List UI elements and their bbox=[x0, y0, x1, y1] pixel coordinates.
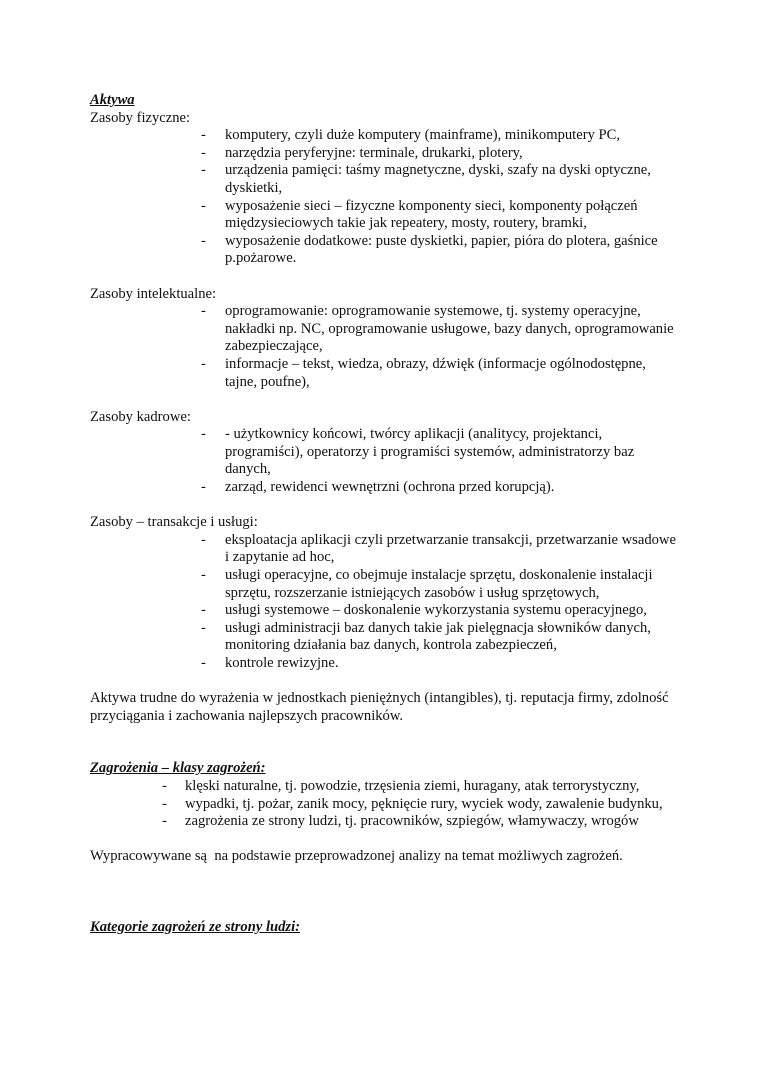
bullet-dash: - bbox=[201, 197, 206, 214]
bullet-dash: - bbox=[162, 813, 167, 830]
bullet-dash: - bbox=[201, 162, 206, 179]
bullet-dash: - bbox=[201, 479, 206, 496]
bullet-dash: - bbox=[201, 426, 206, 443]
zasoby-fizyczne-list bbox=[90, 127, 680, 268]
document-page bbox=[90, 92, 680, 936]
list-item: - wyposażenie sieci – fizyczne komponenty sieci, komponenty połączeń międzysieciowych takie jak repeatery, mosty, routery, bramki, bbox=[201, 197, 638, 232]
zagrozenia-list bbox=[90, 778, 680, 831]
zasoby-intelektualne-label: Zasoby intelektualne: bbox=[90, 285, 217, 302]
bullet-dash: - bbox=[162, 777, 167, 794]
zasoby-intelektualne-list bbox=[90, 303, 680, 391]
list-item: - wyposażenie dodatkowe: puste dyskietki, papier, pióra do plotera, gaśnice p.pożarowe. bbox=[201, 232, 658, 267]
zasoby-fizyczne-label: Zasoby fizyczne: bbox=[90, 109, 191, 126]
list-item: - usługi operacyjne, co obejmuje instalacje sprzętu, doskonalenie instalacji sprzętu, rozszerzanie istniejących zasobów i usług sprzętowych, bbox=[201, 567, 653, 601]
list-item: - usługi administracji baz danych takie jak pielęgnacja słowników danych, monitoring działania baz danych, kontrola zabezpieczeń, bbox=[201, 619, 651, 654]
list-item: - informacje – tekst, wiedza, obrazy, dźwięk (informacje ogólnodostępne, tajne, poufne), bbox=[201, 355, 646, 390]
bullet-dash: - bbox=[201, 531, 206, 548]
list-item: - oprogramowanie: oprogramowanie systemowe, tj. systemy operacyjne, nakładki np. NC, oprogramowanie usługowe, bazy danych, oprogramowanie zabezpieczające, bbox=[201, 303, 674, 355]
list-item: - - użytkownicy końcowi, twórcy aplikacji (analitycy, projektanci, programiści), operatorzy i programiści systemów, administratorzy baz danych, bbox=[201, 426, 635, 478]
list-item: - kontrole rewizyjne. bbox=[201, 655, 339, 671]
bullet-dash: - bbox=[201, 303, 206, 320]
list-item: - komputery, czyli duże komputery (mainframe), minikomputery PC, bbox=[201, 127, 621, 144]
bullet-dash: - bbox=[201, 127, 206, 144]
list-item: - zarząd, rewidenci wewnętrzni (ochrona przed korupcją). bbox=[201, 479, 555, 496]
bullet-dash: - bbox=[201, 355, 206, 372]
bullet-dash: - bbox=[201, 655, 206, 671]
list-item: - urządzenia pamięci: taśmy magnetyczne, dyski, szafy na dyski optyczne, dyskietki, bbox=[201, 162, 651, 196]
list-item: - klęski naturalne, tj. powodzie, trzęsienia ziemi, huragany, atak terrorystyczny, bbox=[162, 777, 640, 794]
zasoby-kadrowe-list bbox=[90, 426, 680, 496]
zagrozenia-heading: Zagrożenia – klasy zagrożeń: bbox=[90, 760, 266, 777]
aktywa-heading: Aktywa bbox=[90, 92, 135, 108]
list-item: - zagrożenia ze strony ludzi, tj. pracowników, szpiegów, włamywaczy, wrogów bbox=[162, 813, 639, 830]
kategorie-heading: Kategorie zagrożeń ze strony ludzi: bbox=[90, 918, 301, 935]
zasoby-transakcje-label: Zasoby – transakcje i usługi: bbox=[90, 514, 258, 531]
list-item: - usługi systemowe – doskonalenie wykorzystania systemu operacyjnego, bbox=[201, 602, 647, 619]
bullet-dash: - bbox=[162, 795, 167, 812]
bullet-dash: - bbox=[201, 144, 206, 161]
list-item: - eksploatacja aplikacji czyli przetwarzanie transakcji, przetwarzanie wsadowe i zapytanie ad hoc, bbox=[201, 531, 676, 566]
zasoby-transakcje-list bbox=[90, 532, 680, 673]
list-item: - wypadki, tj. pożar, zanik mocy, pęknięcie rury, wyciek wody, zawalenie budynku, bbox=[162, 795, 663, 812]
bullet-dash: - bbox=[201, 567, 206, 584]
intangibles-paragraph: Aktywa trudne do wyrażenia w jednostkach pieniężnych (intangibles), tj. reputacja firmy, zdolność przyciągania i zachowania najlepszych pracowników. bbox=[90, 690, 669, 724]
zagrozenia-summary: Wypracowywane są na podstawie przeprowadzonej analizy na temat możliwych zagrożeń. bbox=[90, 848, 623, 865]
list-item: - narzędzia peryferyjne: terminale, drukarki, plotery, bbox=[201, 144, 523, 161]
bullet-dash: - bbox=[201, 619, 206, 636]
bullet-dash: - bbox=[201, 602, 206, 619]
zasoby-kadrowe-label: Zasoby kadrowe: bbox=[90, 408, 191, 425]
bullet-dash: - bbox=[201, 232, 206, 249]
